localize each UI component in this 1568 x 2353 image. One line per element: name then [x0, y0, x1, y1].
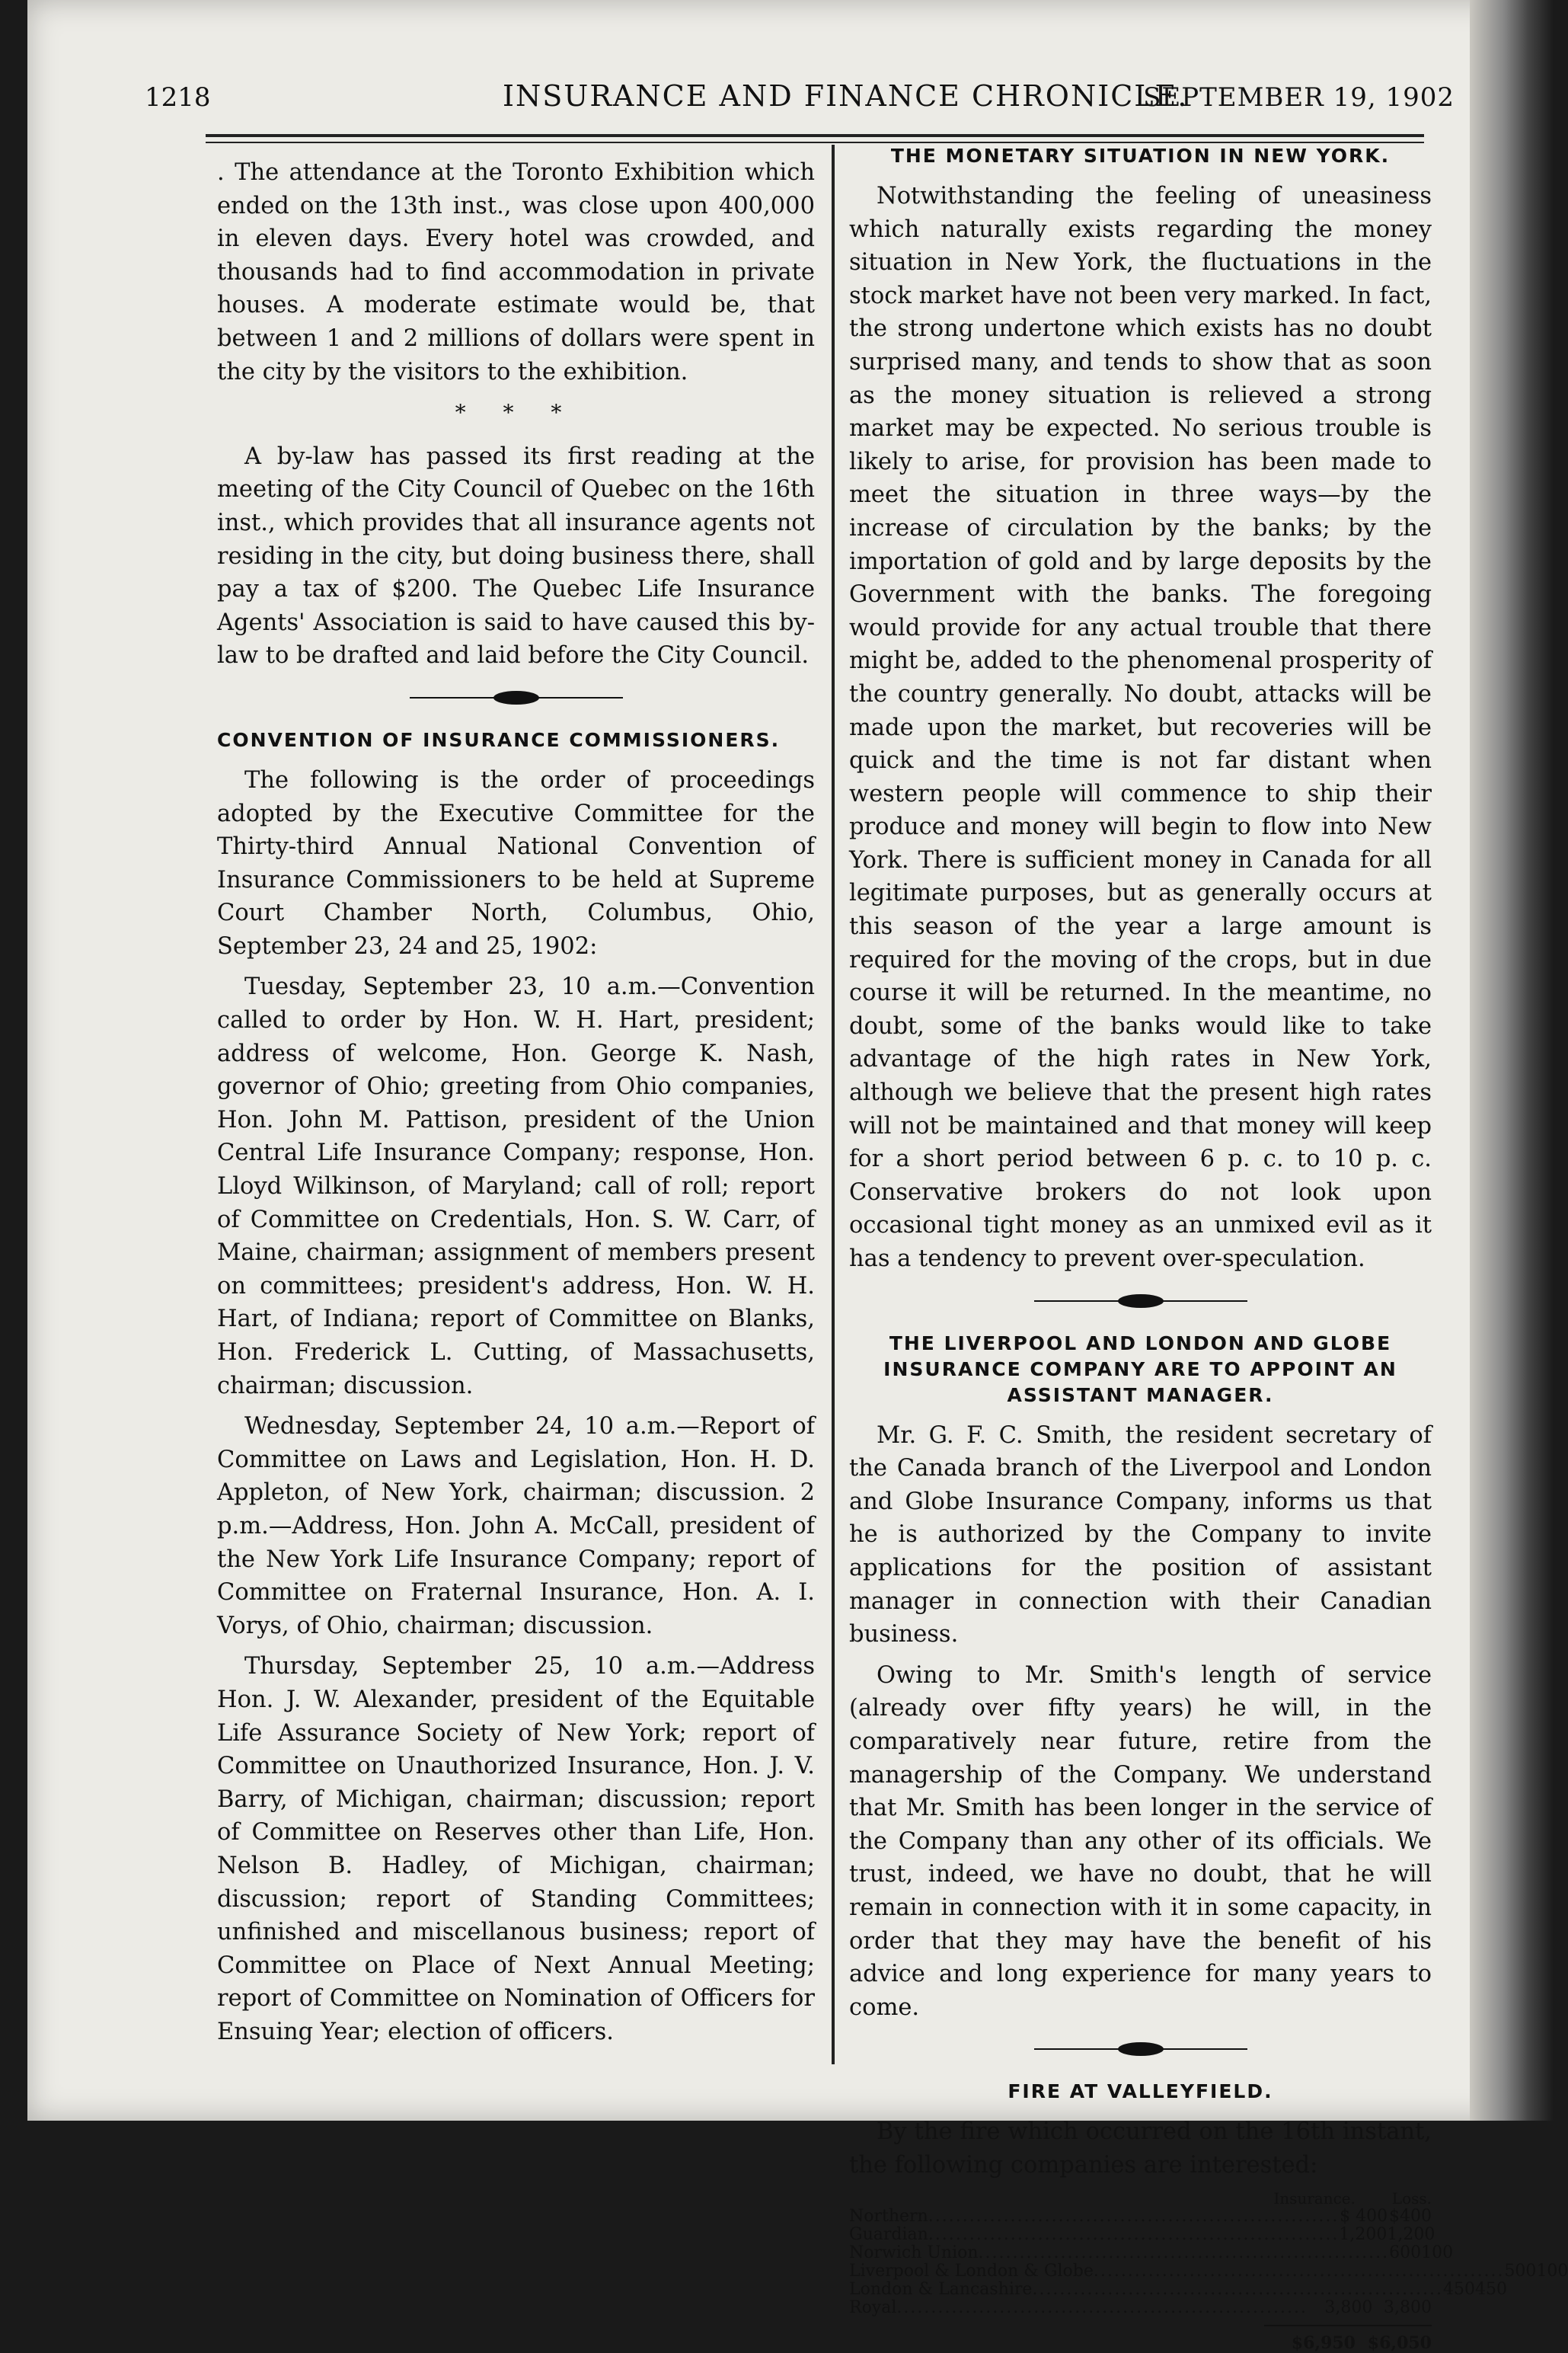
- journal-title: INSURANCE AND FINANCE CHRONICLE.: [503, 79, 1189, 113]
- loss-value: 450: [1475, 2280, 1508, 2300]
- loss-value: 100: [1536, 2262, 1568, 2281]
- insurance-value: $ 400: [1340, 2207, 1388, 2227]
- loss-value: $400: [1389, 2207, 1432, 2227]
- loss-value: 1,200: [1387, 2225, 1435, 2245]
- bylaw-paragraph: A by-law has passed its first reading at the meeting of the City Council of Quebec on the 16th inst., which provides that all insurance agents not residing in the city, but doing business there, shall pay a tax of $200. The Quebec Life Insurance Agents' Association is said to have caused this by-law to be drafted and laid before the City Council.: [217, 443, 815, 670]
- liverpool-heading: THE LIVERPOOL AND LONDON AND GLOBE INSURANCE COMPANY ARE TO APPOINT AN ASSISTANT MANAGER.: [883, 1332, 1397, 1406]
- table-header: [849, 2189, 1432, 2208]
- liverpool-paragraph-2: Owing to Mr. Smith's length of service (already over fifty years) he will, in the comparatively near future, retire from the managership of the Company. We understand that Mr. Smith has been longer in the service of the Company than any other of its officials. We trust, indeed, we have no doubt, that he will remain in connection with it in some capacity, in order that they may have the benefit of his advice and long experience for many years to come.: [849, 1661, 1432, 2021]
- company-name: Liverpool & London & Globe: [849, 2262, 1094, 2281]
- left-column: [217, 156, 815, 2056]
- total-loss: $6,050: [1367, 2333, 1432, 2353]
- insurance-value: 450: [1443, 2280, 1476, 2300]
- fire-heading: FIRE AT VALLEYFIELD.: [1008, 2080, 1273, 2103]
- company-name: Royal: [849, 2298, 897, 2318]
- thursday-proceedings: Thursday, September 25, 10 a.m.—Address Hon. J. W. Alexander, president of the Equitable Life Assurance Society of New York; report of Committee on Unauthorized Insurance, Hon. J. V. Barry, of Michigan, chairman; discussion; report of Committee on Reserves other than Life, Hon. Nelson B. Hadley, of Michigan, chairman; discussion; report of Standing Committees; unfinished and miscellanous business; report of Committee on Place of Next Annual Meeting; report of Committee on Nomination of Officers for Ensuing Year; election of officers.: [217, 1653, 815, 2045]
- column-rule: [832, 145, 835, 2064]
- total-insurance: $6,950: [1291, 2333, 1356, 2353]
- company-name: Northern: [849, 2207, 928, 2227]
- table-row: Liverpool & London & Globe ............................................................ 500 100: [849, 2262, 1568, 2281]
- table-totals: [1264, 2325, 1432, 2352]
- table-row: Northern ............................................................ $ 400 $400: [849, 2207, 1432, 2227]
- convention-intro: The following is the order of proceedings adopted by the Executive Committee for the Thirty-third Annual National Convention of Insurance Commissioners to be held at Supreme Court Chamber North, Columbus, Ohio, September 23, 24 and 25, 1902:: [217, 766, 815, 960]
- company-name: Norwich Union: [849, 2243, 979, 2263]
- ornament-divider: [1034, 2039, 1247, 2059]
- convention-heading: CONVENTION OF INSURANCE COMMISSIONERS.: [217, 728, 781, 751]
- loss-value: 100: [1421, 2243, 1454, 2263]
- company-name: London & Lancashire: [849, 2280, 1033, 2300]
- insurance-value: 3,800: [1324, 2298, 1373, 2318]
- table-row: Royal ............................................................ 3,800 3,800: [849, 2298, 1432, 2318]
- loss-column-header: Loss.: [1391, 2189, 1432, 2208]
- right-column: [849, 143, 1568, 2353]
- table-row: London & Lancashire ............................................................ 450 450: [849, 2280, 1508, 2300]
- company-name: Guardian: [849, 2225, 928, 2245]
- table-row: Guardian ............................................................ 1,200 1,200: [849, 2225, 1435, 2245]
- monetary-heading: THE MONETARY SITUATION IN NEW YORK.: [890, 145, 1391, 167]
- issue-date: SEPTEMBER 19, 1902: [1143, 82, 1455, 113]
- monetary-paragraph: Notwithstanding the feeling of uneasiness which naturally exists regarding the money situation in New York, the fluctuations in the stock market have not been very marked. In fact, the strong undertone which exists has no doubt surprised many, and tends to show that as soon as the money situation is relieved a strong market may be expected. No serious trouble is likely to arise, for provision has been made to meet the situation in three ways—by the increase of circulation by the banks; by the importation of gold and by large deposits by the Government with the banks. The foregoing would provide for any actual trouble that there might be, added to the phenomenal prosperity of the country generally. No doubt, attacks will be made upon the market, but recoveries will be quick and the time is not far distant when western people will commence to ship their produce and money will begin to flow into New York. There is sufficient money in Canada for all legitimate purposes, but as generally occurs at this season of the year a large amount is required for the moving of the crops, but in due course it will be returned. In the meantime, no doubt, some of the banks would like to take advantage of the high rates in New York, although we believe that the present high rates will not be maintained and that money will keep for a short period between 6 p. c. to 10 p. c. Conservative brokers do not look upon occasional tight money as an unmixed evil as it has a tendency to prevent over-speculation.: [849, 183, 1432, 1272]
- table-row: Norwich Union ............................................................ 600 100: [849, 2243, 1454, 2263]
- tuesday-proceedings: Tuesday, September 23, 10 a.m.—Convention called to order by Hon. W. H. Hart, president; address of welcome, Hon. George K. Nash, governor of Ohio; greeting from Ohio companies, Hon. John M. Pattison, president of the Union Central Life Insurance Company; response, Hon. Lloyd Wilkinson, of Maryland; call of roll; report of Committee on Credentials, Hon. S. W. Carr, of Maine, chairman; assignment of members present on committees; president's address, Hon. W. H. Hart, of Indiana; report of Committee on Blanks, Hon. Frederick L. Cutting, of Massachusetts, chairman; discussion.: [217, 973, 815, 1399]
- section-stars: * * *: [455, 400, 577, 426]
- page-number: 1218: [145, 82, 211, 113]
- page-edge-shadow: [1470, 0, 1554, 2121]
- page-header: [145, 76, 1455, 122]
- loss-value: 3,800: [1384, 2298, 1432, 2318]
- insurance-column-header: Insurance.: [1273, 2189, 1356, 2208]
- insurance-value: 1,200: [1339, 2225, 1388, 2245]
- liverpool-paragraph-1: Mr. G. F. C. Smith, the resident secretary of the Canada branch of the Liverpool and London and Globe Insurance Company, informs us that he is authorized by the Company to invite applications for the position of assistant manager in connection with their Canadian business.: [849, 1421, 1432, 1648]
- wednesday-proceedings: Wednesday, September 24, 10 a.m.—Report of Committee on Laws and Legislation, Hon. H. D. Appleton, of New York, chairman; discussion. 2 p.m.—Address, Hon. John A. McCall, president of the New York Life Insurance Company; report of Committee on Fraternal Insurance, Hon. A. I. Vorys, of Ohio, chairman; discussion.: [217, 1413, 815, 1639]
- insurance-value: 600: [1389, 2243, 1422, 2263]
- header-rule: [206, 134, 1424, 137]
- insurance-value: 500: [1504, 2262, 1537, 2281]
- fire-paragraph: By the fire which occurred on the 16th instant, the following companies are interested:: [849, 2118, 1432, 2179]
- ornament-divider: [410, 688, 623, 708]
- fire-loss-table: [849, 2189, 1568, 2353]
- ornament-divider: [1034, 1291, 1247, 1311]
- exhibition-paragraph: . The attendance at the Toronto Exhibition which ended on the 13th inst., was close upon 400,000 in eleven days. Every hotel was crowded, and thousands had to find accommodation in private houses. A moderate estimate would be, that between 1 and 2 millions of dollars were spent in the city by the visitors to the exhibition.: [217, 159, 815, 385]
